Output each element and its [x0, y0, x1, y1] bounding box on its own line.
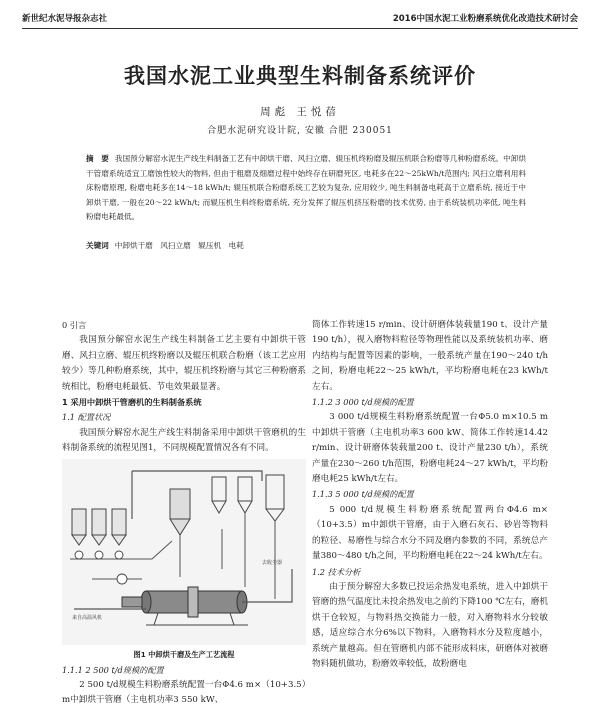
section-1-2-heading: 1.2 技术分析	[312, 566, 361, 577]
section-1-1-1-paragraph: 2 500 t/d规模生料粉磨系统配置一台Φ4.6 m×（10+3.5）m中卸烘干管磨（主电机功率3 550 kW、	[62, 680, 306, 706]
section-1-1-1-continued: 筒体工作转速15 r/min、设计研磨体装载量190 t、设计产量190 t/h），视入磨物料粒径等物理性能以及系统装机功率、磨内结构与配置等因素的影响，一般系统产量在190～240 t/h之间，粉磨电耗22～25 kWh/t，平均粉磨电耗在23 kWh/t左右。	[312, 320, 548, 392]
abstract-text: 我国预分解窑水泥生产线生料制备工艺有中卸烘干磨、风扫立磨、辊压机终粉磨及辊压机联合粉磨等几种粉磨系统。中卸烘干管磨系统适宜工磨蚀性较大的物料, 但由于粗磨及细磨过程中始终存在研磨死区, 电耗多在22～25kWh/t范围内; 风扫立磨利用料床粉磨原理, 粉磨电耗多在14～18 kWh/t; 辊压机联合粉磨系统工艺较为复杂, 应用较少, 吨生料制备电耗高于立磨系统, 接近于中卸烘干磨, 一般在20～22 kWh/t; 而辊压机生料终粉磨系统, 充分发挥了辊压机挤压粉磨的技术优势, 由于系统装机功率低, 吨生料粉磨电耗最低。	[86, 154, 526, 222]
section-1-1-1-heading: 1.1.1 2 500 t/d规模的配置	[62, 664, 164, 675]
figure-label-dust-collector: 去收尘器	[262, 559, 283, 566]
section-intro-heading: 0 引言	[62, 320, 87, 330]
conference-name: 2016中国水泥工业粉磨系统优化改造技术研讨会	[392, 14, 578, 24]
section-1-heading: 1 采用中卸烘干管磨机的生料制备系统	[62, 397, 202, 408]
journal-name: 新世纪水泥导报杂志社	[22, 14, 108, 24]
keywords-text: 中卸烘干磨 风扫立磨 辊压机 电耗	[114, 241, 244, 250]
section-1-1-2-heading: 1.1.2 3 000 t/d规模的配置	[312, 397, 414, 408]
paper-authors: 周彪 王悦蓓	[260, 106, 340, 118]
figure-label-hot-gas: 来自高温风机	[72, 614, 103, 621]
paper-affiliation: 合肥水泥研究设计院, 安徽 合肥 230051	[207, 126, 393, 136]
page-header	[22, 12, 578, 26]
abstract-label: 摘 要	[86, 154, 109, 163]
intro-paragraph: 我国预分解窑水泥生产线生料制备工艺主要有中卸烘干管磨、风扫立磨、辊压机终粉磨以及辊压机联合粉磨（该工艺应用较少）等几种粉磨系统，其中，辊压机终粉磨与其它三种粉磨系统相比，粉磨电耗最低、节电效果最显著。	[62, 335, 306, 392]
section-1-1-paragraph: 我国预分解窑水泥生产线生料制备采用中卸烘干管磨机的生料制备系统的流程见图1，不同规模配置情况各有不同。	[62, 427, 306, 454]
figure-1	[62, 459, 306, 663]
section-1-1-3-heading: 1.1.3 5 000 t/d规模的配置	[312, 489, 414, 500]
right-column	[312, 318, 548, 672]
process-flow-diagram	[62, 459, 306, 645]
header-rule	[22, 28, 578, 29]
section-1-1-3-paragraph: 5 000 t/d规模生料粉磨系统配置两台Φ4.6 m×（10+3.5）m中卸烘干管磨，由于入磨石灰石、砂岩等物料的粒径、易磨性与综合水分不同及磨内参数的不同，系统总产量380～480 t/h之间，平均粉磨电耗在22～24 kWh/t左右。	[312, 504, 548, 562]
figure-1-caption: 图1 中卸烘干磨及生产工艺流程	[133, 649, 235, 659]
section-1-1-2-paragraph: 3 000 t/d规模生料粉磨系统配置一台Φ5.0 m×10.5 m中卸烘干管磨（主电机功率3 600 kW、简体工作转速14.42 r/min、设计研磨体装载量200 t、设计产量230 t/h），系统产量在230～260 t/h范围，粉磨电耗24～27 kWh/t，平均粉磨电耗25 kWh/t左右。	[312, 412, 548, 485]
section-1-1-heading: 1.1 配置状况	[62, 412, 111, 423]
abstract	[86, 152, 526, 225]
paper-title: 我国水泥工业典型生料制备系统评价	[124, 63, 476, 88]
keywords-label: 关键词	[86, 241, 109, 250]
left-column	[62, 318, 306, 709]
keywords	[86, 240, 526, 251]
section-1-2-paragraph: 由于预分解窑大多数已投运余热发电系统，进入中卸烘干管磨的热气温度比未投余热发电之前约下降100 ℃左右，磨机烘干仓较短，与物料热交换能力一般，对入磨物料水分较敏感，适应综合水分6%以下物料，入磨物料水分及粒度越小，系统产量越高。但在管磨机内部不能形成料床，研磨体对被磨物料随机做功，粉磨效率较低，故粉磨电	[312, 581, 548, 669]
